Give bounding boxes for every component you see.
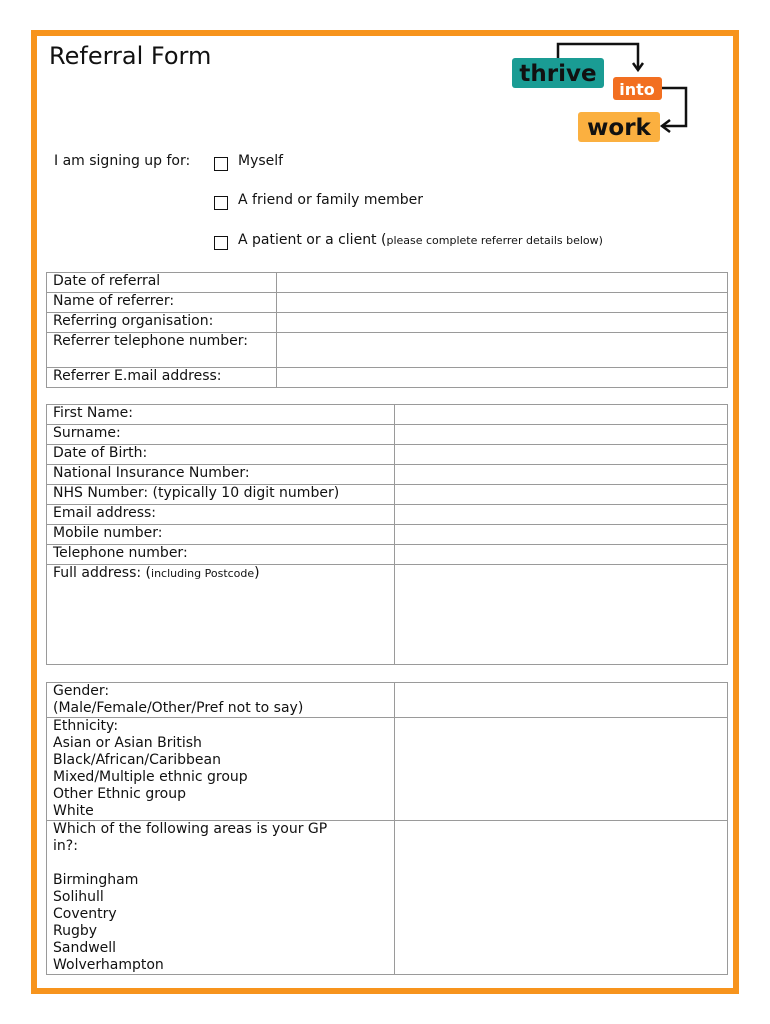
ni-number-field[interactable] — [395, 465, 728, 485]
address-field[interactable] — [395, 565, 728, 665]
gp-option: Rugby — [53, 923, 98, 939]
ethnicity-option: Black/African/Caribbean — [53, 752, 221, 768]
page-title: Referral Form — [49, 42, 212, 70]
checkbox-myself[interactable] — [214, 157, 228, 171]
gender-field[interactable] — [395, 683, 728, 718]
gp-area-field[interactable] — [395, 821, 728, 975]
referrer-name-field[interactable] — [277, 293, 728, 313]
surname-label: Surname: — [47, 425, 395, 445]
gender-options: (Male/Female/Other/Pref not to say) — [53, 700, 304, 716]
option-friend[interactable] — [214, 192, 423, 210]
option-friend-label: A friend or family member — [238, 192, 424, 208]
ethnicity-option: Other Ethnic group — [53, 786, 186, 802]
gp-option: Birmingham — [53, 872, 139, 888]
referrer-date-label: Date of referral — [47, 273, 277, 293]
gp-option: Solihull — [53, 889, 104, 905]
gender-title: Gender: — [53, 683, 110, 699]
referrer-email-field[interactable] — [277, 368, 728, 388]
option-patient[interactable] — [214, 232, 634, 250]
gp-option: Coventry — [53, 906, 117, 922]
referrer-date-field[interactable] — [277, 273, 728, 293]
logo-word-thrive: thrive — [519, 61, 597, 87]
checkbox-patient[interactable] — [214, 236, 228, 250]
mobile-field[interactable] — [395, 525, 728, 545]
gender-label — [47, 683, 395, 718]
referrer-phone-label: Referrer telephone number: — [47, 333, 277, 368]
email-label: Email address: — [47, 505, 395, 525]
gp-option: Wolverhampton — [53, 957, 164, 973]
thrive-into-work-logo — [508, 40, 698, 152]
checkbox-friend[interactable] — [214, 196, 228, 210]
telephone-label: Telephone number: — [47, 545, 395, 565]
referrer-phone-field[interactable] — [277, 333, 728, 368]
address-note: including Postcode — [151, 567, 255, 580]
email-field[interactable] — [395, 505, 728, 525]
dob-field[interactable] — [395, 445, 728, 465]
ethnicity-title: Ethnicity: — [53, 718, 119, 734]
gp-area-label — [47, 821, 395, 975]
logo-word-work: work — [587, 115, 651, 141]
ethnicity-label — [47, 718, 395, 821]
ethnicity-field[interactable] — [395, 718, 728, 821]
first-name-label: First Name: — [47, 405, 395, 425]
surname-field[interactable] — [395, 425, 728, 445]
ethnicity-option: Mixed/Multiple ethnic group — [53, 769, 248, 785]
address-label-text: Full address: ( — [53, 565, 152, 581]
first-name-field[interactable] — [395, 405, 728, 425]
option-myself-label: Myself — [238, 153, 284, 169]
nhs-number-label: NHS Number: (typically 10 digit number) — [47, 485, 395, 505]
referrer-org-field[interactable] — [277, 313, 728, 333]
option-patient-text — [238, 232, 603, 249]
personal-table — [46, 404, 728, 665]
gp-question-cont: in?: — [53, 838, 78, 854]
referrer-table — [46, 272, 728, 388]
gp-spacer — [53, 855, 388, 872]
referrer-name-label: Name of referrer: — [47, 293, 277, 313]
gp-question: Which of the following areas is your GP — [53, 821, 328, 837]
ni-number-label: National Insurance Number: — [47, 465, 395, 485]
logo-word-into: into — [619, 80, 655, 99]
ethnicity-option: White — [53, 803, 94, 819]
referrer-email-label: Referrer E.mail address: — [47, 368, 277, 388]
gp-option: Sandwell — [53, 940, 117, 956]
option-patient-note: please complete referrer details below) — [386, 234, 603, 247]
telephone-field[interactable] — [395, 545, 728, 565]
signup-label: I am signing up for: — [54, 153, 191, 169]
ethnicity-option: Asian or Asian British — [53, 735, 202, 751]
demographics-table — [46, 682, 728, 975]
dob-label: Date of Birth: — [47, 445, 395, 465]
address-close: ) — [254, 565, 260, 581]
option-patient-label: A patient or a client ( — [238, 232, 387, 248]
mobile-label: Mobile number: — [47, 525, 395, 545]
address-label — [47, 565, 395, 665]
option-myself[interactable] — [214, 153, 283, 171]
nhs-number-field[interactable] — [395, 485, 728, 505]
referrer-org-label: Referring organisation: — [47, 313, 277, 333]
